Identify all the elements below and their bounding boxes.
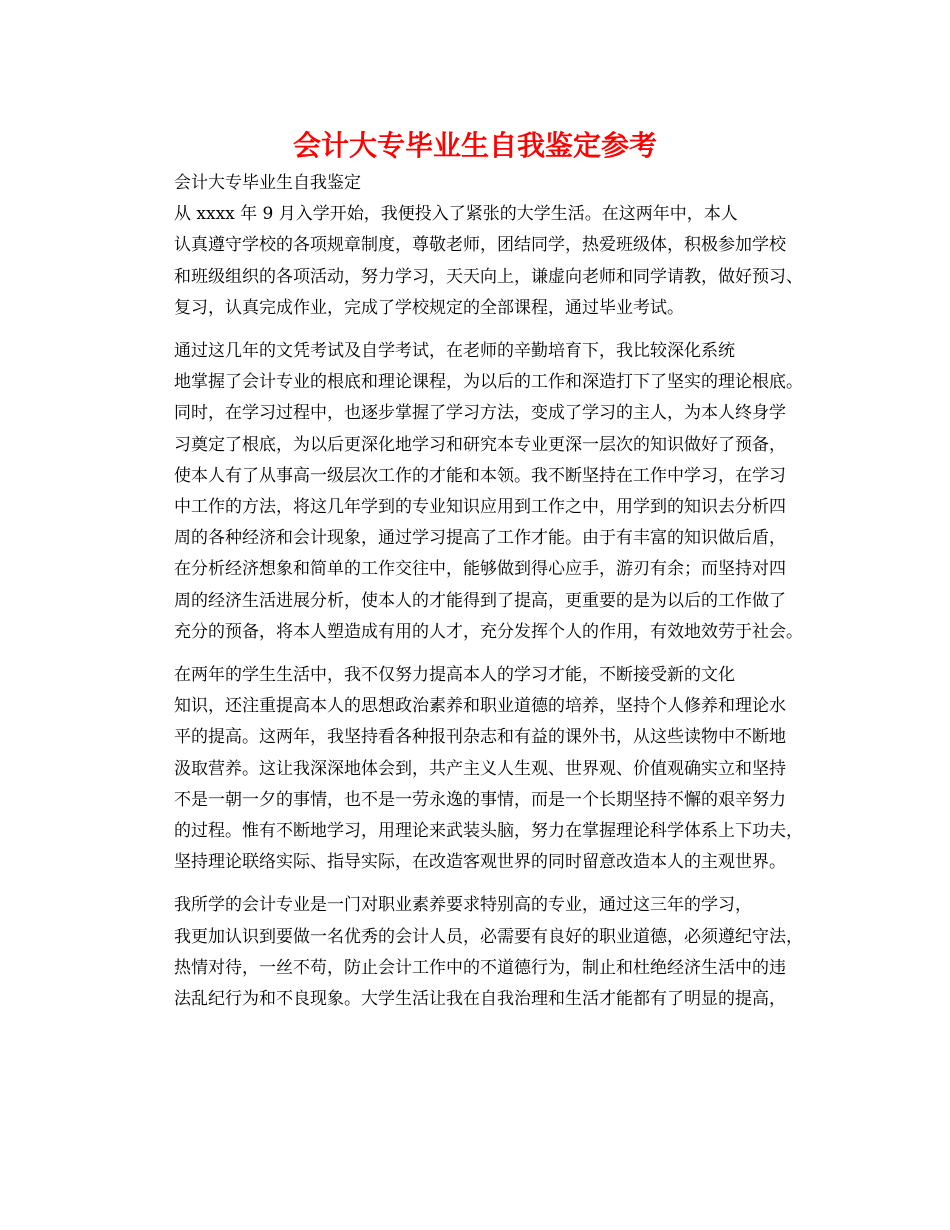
paragraph-line: 法乱纪行为和不良现象。大学生活让我在自我治理和生活才能都有了明显的提高， [174,989,786,1010]
paragraph-3 [140,660,830,878]
document-title: 会计大专毕业生自我鉴定参考 [292,129,657,162]
paragraph-line: 在两年的学生生活中，我不仅努力提高本人的学习才能，不断接受新的文化 [174,665,735,686]
paragraph-line: 平的提高。这两年，我坚持看各种报刊杂志和有益的课外书，从这些读物中不断地 [174,727,786,748]
paragraph-line: 习奠定了根底，为以后更深化地学习和研究本专业更深一层次的知识做好了预备， [174,434,786,455]
paragraph-line: 复习，认真完成作业，完成了学校规定的全部课程，通过毕业考试。 [174,297,684,318]
paragraph-line: 坚持理论联络实际、指导实际，在改造客观世界的同时留意改造本人的主观世界。 [174,852,786,873]
paragraph-line: 通过这几年的文凭考试及自学考试，在老师的辛勤培育下，我比较深化系统 [174,341,735,362]
paragraph-line: 使本人有了从事高一级层次工作的才能和本领。我不断坚持在工作中学习，在学习 [174,465,786,486]
paragraph-4 [140,890,830,1015]
paragraph-line: 充分的预备，将本人塑造成有用的人才，充分发挥个人的作用，有效地效劳于社会。 [174,621,803,642]
paragraph-line: 不是一朝一夕的事情，也不是一劳永逸的事情，而是一个长期坚持不懈的艰辛努力 [174,789,786,810]
paragraph-line: 热情对待，一丝不苟，防止会计工作中的不道德行为，制止和杜绝经济生活中的违 [174,957,786,978]
paragraph-line: 地掌握了会计专业的根底和理论课程，为以后的工作和深造打下了坚实的理论根底。 [174,372,803,393]
paragraph-1 [140,199,830,324]
paragraph-line: 和班级组织的各项活动，努力学习，天天向上，谦虚向老师和同学请教，做好预习、 [174,266,803,287]
paragraph-2 [140,336,830,648]
paragraph-line: 周的各种经济和会计现象，通过学习提高了工作才能。由于有丰富的知识做后盾， [174,528,786,549]
paragraph-line: 同时，在学习过程中，也逐步掌握了学习方法，变成了学习的主人，为本人终身学 [174,403,786,424]
paragraph-line: 的过程。惟有不断地学习，用理论来武装头脑，努力在掌握理论科学体系上下功夫， [174,821,803,842]
paragraph-line: 认真遵守学校的各项规章制度，尊敬老师，团结同学，热爱班级体，积极参加学校 [174,235,786,256]
paragraph-line: 在分析经济想象和简单的工作交往中，能够做到得心应手，游刃有余；而坚持对四 [174,559,786,580]
paragraph-line: 周的经济生活进展分析，使本人的才能得到了提高，更重要的是为以后的工作做了 [174,590,786,611]
paragraph-line: 中工作的方法，将这几年学到的专业知识应用到工作之中，用学到的知识去分析四 [174,497,786,518]
paragraph-line: 汲取营养。这让我深深地体会到，共产主义人生观、世界观、价值观确实立和坚持 [174,758,786,779]
paragraph-line: 我更加认识到要做一名优秀的会计人员，必需要有良好的职业道德，必须遵纪守法， [174,926,803,947]
paragraph-line: 我所学的会计专业是一门对职业素养要求特别高的专业，通过这三年的学习， [174,895,752,916]
paragraph-line: 知识，还注重提高本人的思想政治素养和职业道德的培养，坚持个人修养和理论水 [174,696,786,717]
document-subtitle: 会计大专毕业生自我鉴定 [174,173,361,193]
document-body [140,168,830,1015]
paragraph-line: 从 xxxx 年 9 月入学开始，我便投入了紧张的大学生活。在这两年中，本人 [174,204,738,225]
